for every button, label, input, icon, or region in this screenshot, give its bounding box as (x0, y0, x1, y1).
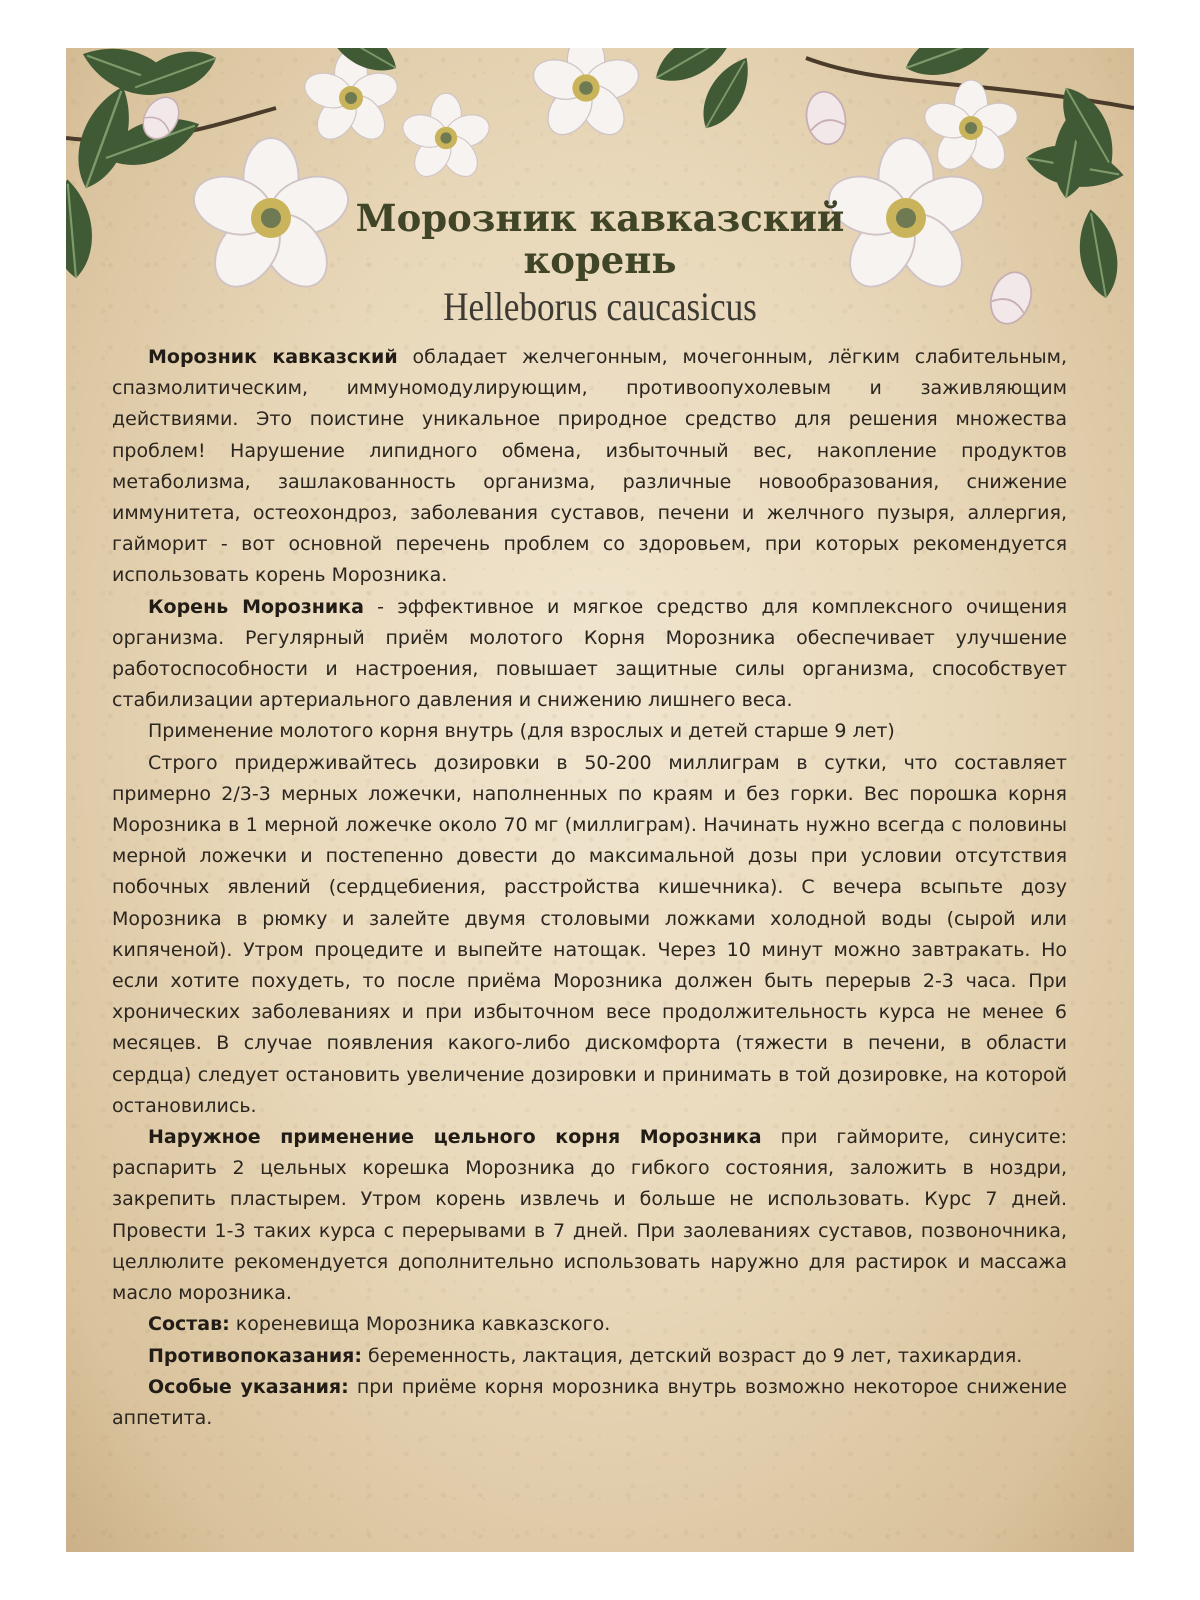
title-line-1: Морозник кавказский (355, 196, 845, 240)
paragraph: Морозник кавказский обладает желчегонным, мочегонным, лёгким слабительным, спазмолитическим, иммуномодулирующим, противоопухолевым и заживляющим действиями. Это поистине уникальное природное средство для решения множества проблем! Нарушение липидного обмена, избыточный вес, накопление продуктов метаболизма, зашлакованность организма, различные новообразования, снижение иммунитета, остеохондроз, заболевания суставов, печени и желчного пузыря, аллергия, гайморит - вот основной перечень проблем со здоровьем, при которых рекомендуется использовать корень Морозника. (112, 346, 1067, 587)
special-notes: Особые указания: при приёме корня морозника внутрь возможно некоторое снижение аппетита. (112, 1375, 1067, 1429)
paragraph: Строго придерживайтесь дозировки в 50-200 миллиграм в сутки, что составляет примерно 2/3-3 мерных ложечки, наполненных по краям и без горки. Вес порошка корня Морозника в 1 мерной ложечке около 70 мг (миллиграм). Начинать нужно всегда с половины мерной ложечки и постепенно довести до максимальной дозы при условии отсутствия побочных явлений (сердцебиения, расстройства кишечника). С вечера всыпьте дозу Морозника в рюмку и залейте двумя столовыми ложками холодной воды (сырой или кипяченой). Утром процедите и выпейте натощак. Через 10 минут можно завтракать. Но если хотите похудеть, то после приёма Морозника должен быть перерыв 2-3 часа. При хронических заболеваниях и при избыточном весе продолжительность курса не менее 6 месяцев. В случае появления какого-либо дискомфорта (тяжести в печени, в области сердца) следует остановить увеличение дозировки и принимать в той дозировке, на которой остановились. (112, 751, 1067, 1117)
paragraph-lead: Состав: (148, 1313, 230, 1336)
paragraph: Корень Морозника - эффективное и мягкое средство для комплексного очищения организма. Регулярный приём молотого Корня Морозника обеспечивает улучшение работоспособности и настроения, повышает защитные силы организма, способствует стабилизации артериального давления и снижению лишнего веса. (112, 595, 1067, 712)
contraindications: Противопоказания: беременность, лактация, детский возраст до 9 лет, тахикардия. (148, 1344, 1023, 1367)
description-text (112, 342, 1067, 1434)
paragraph-lead: Особые указания: (148, 1375, 349, 1398)
paragraph-lead: Наружное применение цельного корня Морозника (148, 1126, 762, 1149)
paragraph: Применение молотого корня внутрь (для взрослых и детей старше 9 лет) (148, 720, 895, 743)
paragraph-lead: Морозник кавказский (148, 346, 398, 368)
product-leaflet (66, 48, 1134, 1552)
paragraph-lead: Противопоказания: (148, 1344, 362, 1367)
title-line-2: корень (523, 238, 677, 282)
paragraph-lead: Корень Морозника (148, 595, 364, 618)
paragraph: Наружное применение цельного корня Морозника при гайморите, синусите: распарить 2 цельных корешка Морозника до гибкого состояния, заложить в ноздри, закрепить пластырем. Утром корень извлечь и больше не использовать. Курс 7 дней. Провести 1-3 таких курса с перерывами в 7 дней. При заолеваниях суставов, позвоночника, целлюлите рекомендуется дополнительно использовать наружно для растирок и массажа масло морозника. (112, 1126, 1067, 1305)
latin-name: Helleborus caucasicus (443, 284, 757, 329)
composition: Состав: кореневища Морозника кавказского. (148, 1313, 611, 1336)
